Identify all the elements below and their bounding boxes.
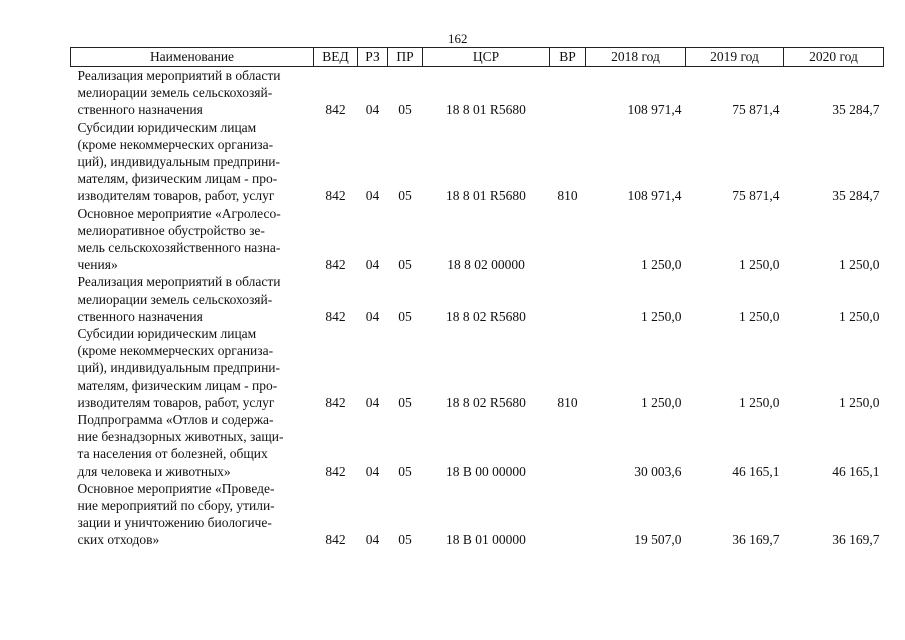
cell-2020: 35 284,7 <box>832 102 880 118</box>
name-line: (кроме некоммерческих организа- <box>77 136 274 152</box>
cell-ved: 842 <box>325 463 346 479</box>
cell-2018: 1 250,0 <box>641 394 682 410</box>
table-row <box>71 480 884 549</box>
cell-name <box>71 325 314 411</box>
cell-name <box>71 273 314 325</box>
cell-2019: 1 250,0 <box>739 308 780 324</box>
cell-vr <box>550 67 586 119</box>
cell-name <box>71 205 314 274</box>
table-row <box>71 119 884 205</box>
cell-vr <box>550 273 586 325</box>
cell-csr: 18 8 02 R5680 <box>446 308 526 324</box>
name-line: ние безнадзорных животных, защи- <box>77 429 284 445</box>
cell-2020: 35 284,7 <box>832 188 880 204</box>
cell-name <box>71 67 314 119</box>
cell-rz: 04 <box>365 532 380 548</box>
column-header-2019: 2019 год <box>686 48 784 67</box>
name-line: ственного назначения <box>77 102 203 118</box>
cell-2018: 1 250,0 <box>641 308 682 324</box>
cell-2020: 1 250,0 <box>839 394 880 410</box>
cell-ved: 842 <box>325 188 346 204</box>
table-row <box>71 411 884 480</box>
cell-pr: 05 <box>398 188 412 204</box>
table-row <box>71 325 884 411</box>
cell-rz: 04 <box>365 257 380 273</box>
cell-ved: 842 <box>325 532 346 548</box>
table-row <box>71 273 884 325</box>
cell-pr: 05 <box>398 394 412 410</box>
cell-2020: 46 165,1 <box>832 463 880 479</box>
cell-rz: 04 <box>365 188 380 204</box>
budget-table <box>70 47 884 549</box>
name-line: Основное мероприятие «Проведе- <box>77 480 275 496</box>
cell-2018: 19 507,0 <box>634 532 682 548</box>
name-line: чения» <box>77 257 118 273</box>
cell-csr: 18 8 02 R5680 <box>446 394 526 410</box>
name-line: ственного назначения <box>77 308 203 324</box>
name-line: мателям, физическим лицам - про- <box>77 377 278 393</box>
cell-pr: 05 <box>398 463 412 479</box>
cell-pr: 05 <box>398 308 412 324</box>
column-header-ved: ВЕД <box>314 48 358 67</box>
cell-rz: 04 <box>365 394 380 410</box>
cell-vr: 810 <box>557 188 578 204</box>
page-number: 162 <box>448 31 468 46</box>
name-line: ние мероприятий по сбору, утили- <box>77 498 275 514</box>
name-line: мелиоративное обустройство зе- <box>77 222 265 238</box>
cell-2019: 46 165,1 <box>732 463 780 479</box>
cell-pr: 05 <box>398 532 412 548</box>
cell-ved: 842 <box>325 102 346 118</box>
table-header <box>71 48 884 67</box>
cell-2018: 1 250,0 <box>641 257 682 273</box>
name-line: Основное мероприятие «Агролесо- <box>77 205 281 221</box>
cell-ved: 842 <box>325 394 346 410</box>
name-line: мелиорации земель сельскохозяй- <box>77 85 273 101</box>
name-line: ций), индивидуальным предприни- <box>77 154 281 170</box>
cell-csr: 18 8 01 R5680 <box>446 102 526 118</box>
table-row <box>71 67 884 119</box>
cell-vr <box>550 480 586 549</box>
name-line: ций), индивидуальным предприни- <box>77 360 281 376</box>
cell-2020: 1 250,0 <box>839 257 880 273</box>
name-line: зации и уничтожению биологиче- <box>77 515 272 531</box>
table-body <box>71 67 884 549</box>
cell-2019: 1 250,0 <box>739 257 780 273</box>
cell-rz: 04 <box>365 308 380 324</box>
name-line: Подпрограмма «Отлов и содержа- <box>77 412 274 428</box>
name-line: изводителям товаров, работ, услуг <box>77 188 275 204</box>
column-header-vr: ВР <box>550 48 586 67</box>
name-line: Субсидии юридическим лицам <box>77 119 257 135</box>
name-line: та населения от болезней, общих <box>77 446 268 462</box>
column-header-rz: РЗ <box>358 48 388 67</box>
cell-name <box>71 411 314 480</box>
cell-ved: 842 <box>325 308 346 324</box>
cell-csr: 18 В 01 00000 <box>446 532 526 548</box>
cell-pr: 05 <box>398 257 412 273</box>
cell-rz: 04 <box>365 463 380 479</box>
cell-pr: 05 <box>398 102 412 118</box>
cell-2019: 36 169,7 <box>732 532 780 548</box>
cell-2018: 108 971,4 <box>627 102 682 118</box>
cell-name <box>71 480 314 549</box>
cell-2018: 108 971,4 <box>627 188 682 204</box>
cell-vr <box>550 411 586 480</box>
cell-2019: 75 871,4 <box>732 102 780 118</box>
cell-vr <box>550 205 586 274</box>
cell-2018: 30 003,6 <box>634 463 682 479</box>
name-line: Реализация мероприятий в области <box>77 68 281 83</box>
column-header-pr: ПР <box>388 48 423 67</box>
cell-2019: 1 250,0 <box>739 394 780 410</box>
name-line: для человека и животных» <box>77 463 231 479</box>
name-line: изводителям товаров, работ, услуг <box>77 394 275 410</box>
name-line: мелиорации земель сельскохозяй- <box>77 291 273 307</box>
column-header-name: Наименование <box>71 48 314 67</box>
cell-vr: 810 <box>557 394 578 410</box>
cell-ved: 842 <box>325 257 346 273</box>
column-header-2018: 2018 год <box>586 48 686 67</box>
table-row <box>71 205 884 274</box>
name-line: Реализация мероприятий в области <box>77 274 281 290</box>
cell-name <box>71 119 314 205</box>
name-line: мателям, физическим лицам - про- <box>77 171 278 187</box>
name-line: Субсидии юридическим лицам <box>77 326 257 342</box>
name-line: ских отходов» <box>77 532 160 548</box>
cell-csr: 18 8 02 00000 <box>447 257 525 273</box>
cell-rz: 04 <box>365 102 380 118</box>
name-line: мель сельскохозяйственного назна- <box>77 240 281 256</box>
column-header-csr: ЦСР <box>423 48 550 67</box>
cell-csr: 18 8 01 R5680 <box>446 188 526 204</box>
cell-2019: 75 871,4 <box>732 188 780 204</box>
column-header-2020: 2020 год <box>784 48 884 67</box>
cell-csr: 18 В 00 00000 <box>446 463 526 479</box>
cell-2020: 36 169,7 <box>832 532 880 548</box>
name-line: (кроме некоммерческих организа- <box>77 343 274 359</box>
cell-2020: 1 250,0 <box>839 308 880 324</box>
